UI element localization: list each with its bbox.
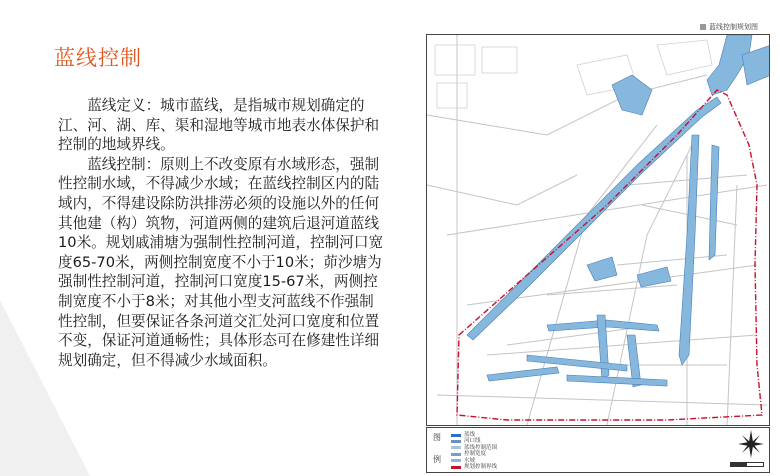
legend-item: 蓝线控制范围 [451, 445, 497, 451]
legend-swatch [451, 446, 461, 449]
definition-paragraph: 蓝线定义：城市蓝线，是指城市规划确定的江、河、湖、库、渠和湿地等城市地表水体保护和控制的地域界线。 [58, 97, 380, 154]
water-bodies [467, 35, 770, 387]
blue-line-map [426, 34, 770, 426]
legend-item: 规划控制界线 [451, 464, 497, 470]
legend-swatch [451, 434, 461, 437]
legend-item: 蓝线 [451, 432, 497, 438]
legend-label-bottom: 例 [433, 455, 441, 464]
legend-label-top: 图 [433, 433, 441, 442]
north-arrow-icon [738, 430, 764, 458]
urban-blocks [435, 40, 712, 108]
legend-item: 河口线 [451, 438, 497, 444]
map-legend [426, 427, 770, 473]
body-text [58, 96, 384, 370]
map-drawing [427, 35, 770, 426]
legend-swatch [451, 440, 461, 443]
map-title [700, 22, 758, 32]
page-title: 蓝线控制 [54, 46, 142, 70]
legend-items [451, 432, 497, 470]
control-paragraph: 蓝线控制：原则上不改变原有水域形态，强制性控制水域，不得减少水域；在蓝线控制区内的陆域内，不得建设除防洪排涝必须的设施以外的任何其他建（构）筑物，河道两侧的建筑后退河道蓝线10米。规划戚浦塘为强制性控制河道，控制河口宽度65-70米，两侧控制宽度不小于10米；茆沙塘为强制性控制河道，控制河口宽度15-67米，两侧控制宽度不小于8米；对其他小型支河蓝线不作强制性控制，但要保证各条河道交汇处河口宽度和位置不变，保证河道通畅性；具体形态可在修建性详细规划确定，但不得减少水域面积。 [58, 155, 384, 369]
legend-swatch [451, 466, 461, 469]
legend-swatch [451, 453, 461, 456]
scale-bar [730, 462, 764, 467]
planning-boundary [457, 90, 762, 420]
map-title-square-icon [700, 24, 706, 30]
legend-swatch [451, 459, 461, 462]
legend-item: 控制宽度 [451, 451, 497, 457]
map-title-text: 蓝线控制规划图 [709, 23, 758, 31]
legend-item: 水域 [451, 458, 497, 464]
